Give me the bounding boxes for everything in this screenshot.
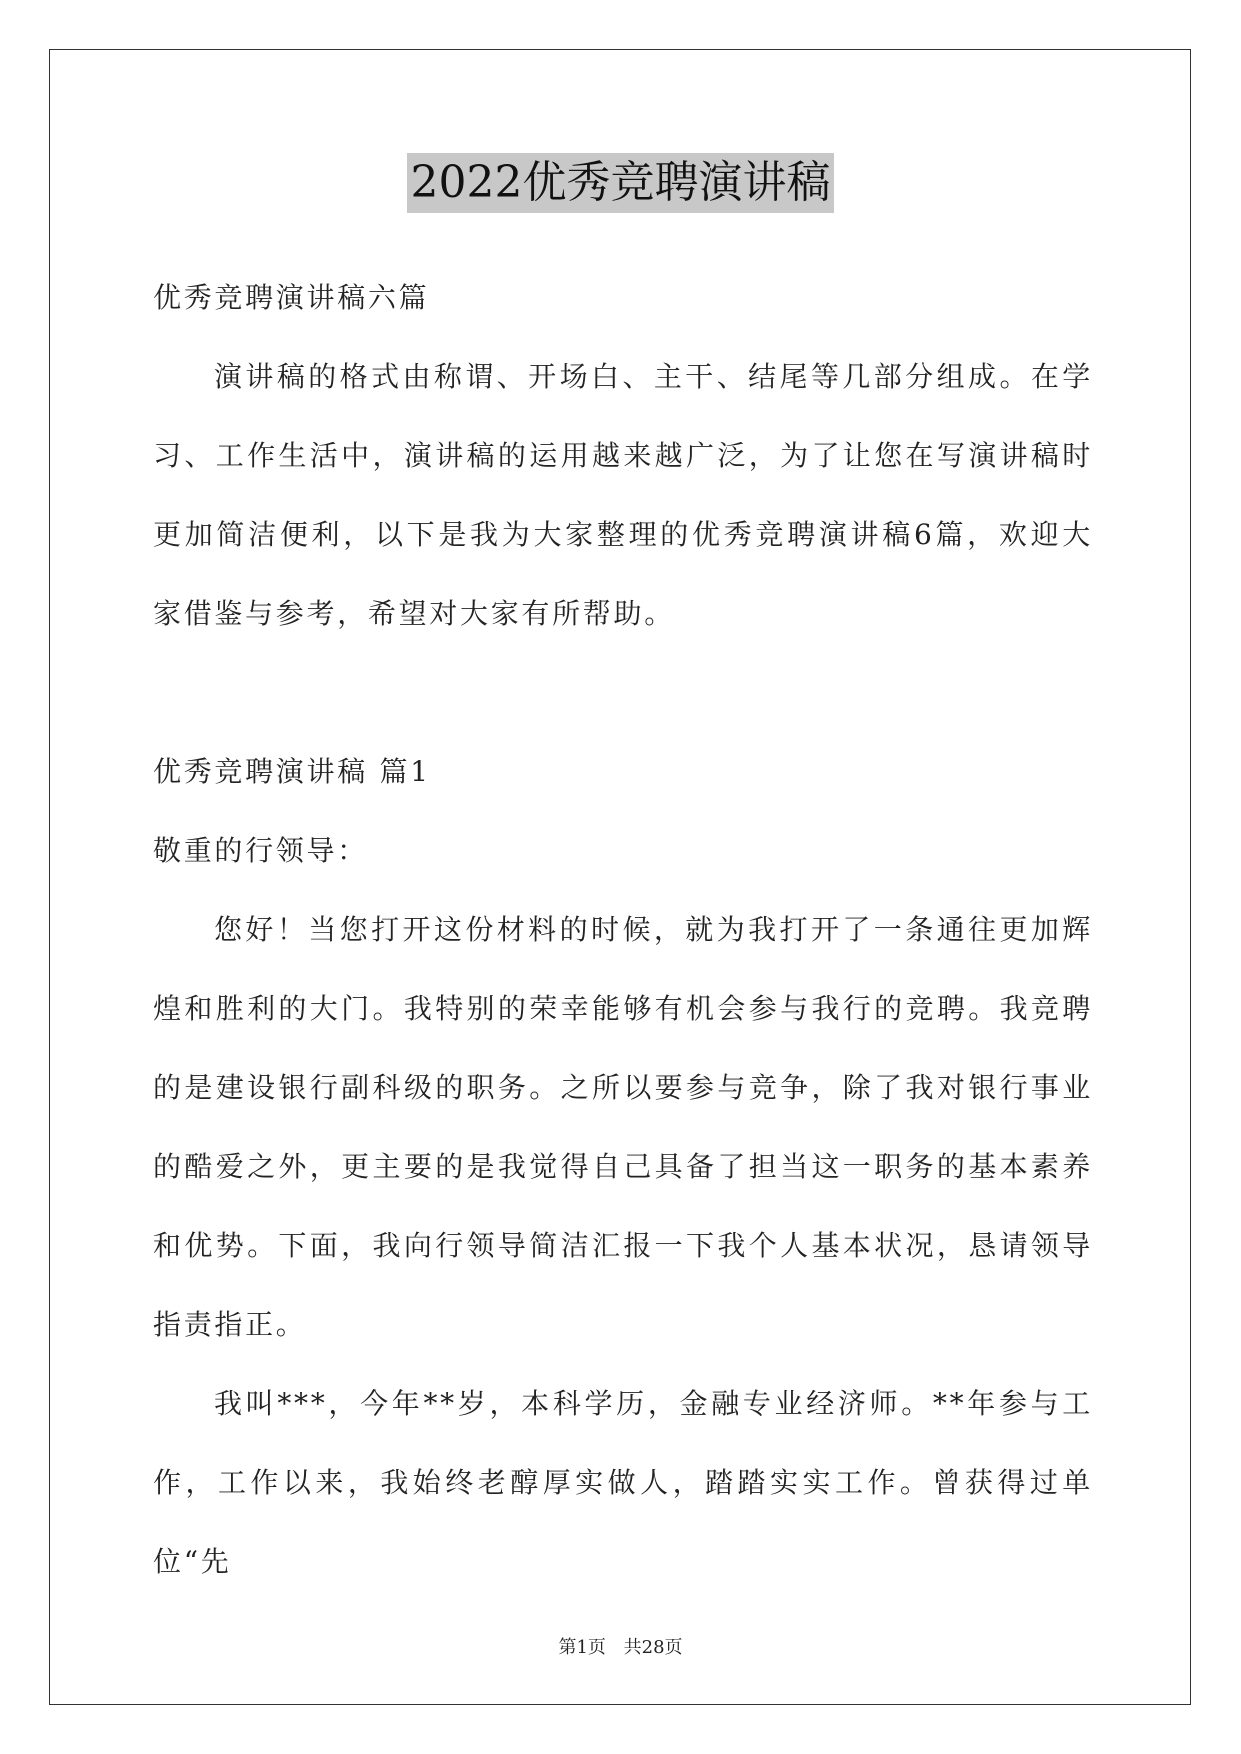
page-number: 第1页: [558, 1637, 606, 1658]
intro-paragraph: 演讲稿的格式由称谓、开场白、主干、结尾等几部分组成。在学习、工作生活中，演讲稿的运用越来越广泛，为了让您在写演讲稿时更加简洁便利，以下是我为大家整理的优秀竞聘演讲稿6篇，欢迎大家借鉴与参考，希望对大家有所帮助。: [153, 360, 1093, 630]
page-total: 共28页: [623, 1637, 683, 1658]
salutation: 敬重的行领导：: [153, 834, 368, 867]
document-title-wrapper: [0, 153, 1241, 213]
body-paragraph-1: 您好！当您打开这份材料的时候，就为我打开了一条通往更加辉煌和胜利的大门。我特别的荣幸能够有机会参与我行的竞聘。我竞聘的是建设银行副科级的职务。之所以要参与竞争，除了我对银行事业的酷爱之外，更主要的是我觉得自己具备了担当这一职务的基本素养和优势。下面，我向行领导简洁汇报一下我个人基本状况，恳请领导指责指正。: [153, 913, 1093, 1341]
section-heading: 优秀竞聘演讲稿 篇1: [153, 755, 431, 788]
document-subtitle: 优秀竞聘演讲稿六篇: [153, 281, 430, 314]
page-footer: [0, 1633, 1241, 1659]
document-body: [153, 258, 1093, 1601]
body-paragraph-2: 我叫***，今年**岁，本科学历，金融专业经济师。**年参与工作，工作以来，我始终老醇厚实做人，踏踏实实工作。曾获得过单位“先: [153, 1387, 1093, 1578]
document-title: 2022优秀竞聘演讲稿: [407, 153, 835, 213]
